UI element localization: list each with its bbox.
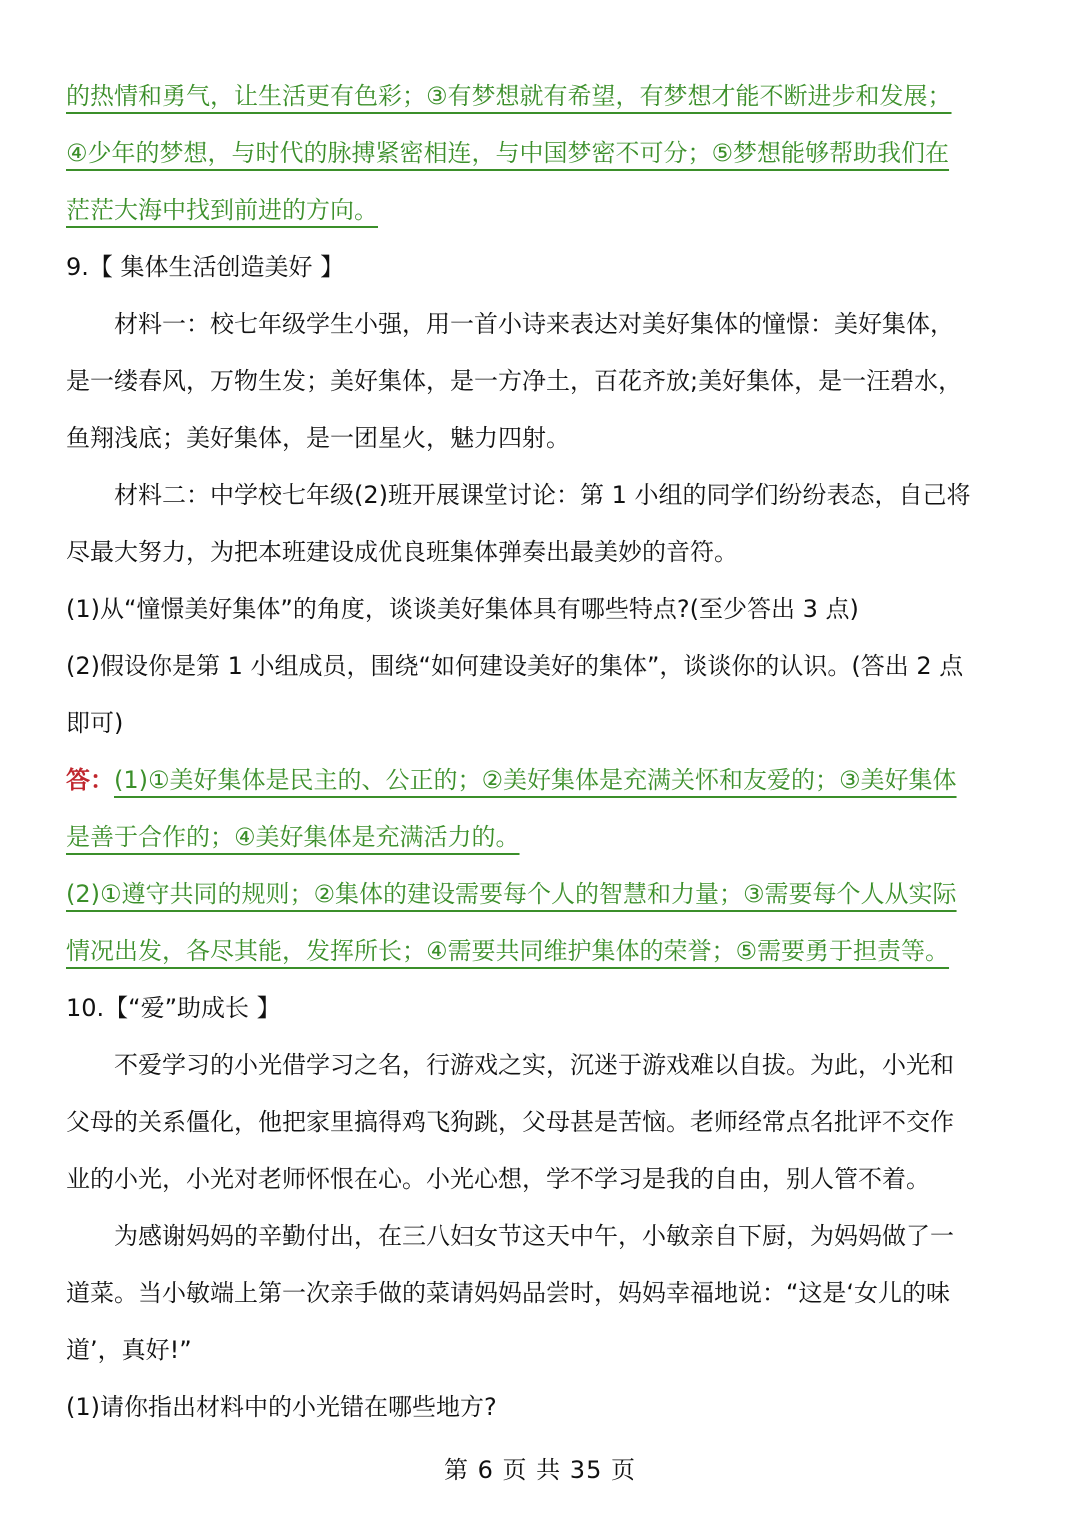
- q10-para1-line: 不爱学习的小光借学习之名，行游戏之实，沉迷于游戏难以自拔。为此，小光和: [114, 1051, 954, 1079]
- q10-para1-line: 业的小光，小光对老师怀恨在心。小光心想，学不学习是我的自由，别人管不着。: [66, 1165, 930, 1193]
- question-10-title: 10.【“爱”助成长 】: [66, 994, 281, 1022]
- answer-label: 答：: [66, 766, 114, 794]
- page-footer: 第 6 页 共 35 页: [444, 1456, 636, 1484]
- prev-answer-line: 的热情和勇气，让生活更有色彩；③有梦想就有希望，有梦想才能不断进步和发展；: [66, 82, 952, 110]
- page-content: [66, 68, 1020, 1436]
- q9-sub-question: (2)假设你是第 1 小组成员，围绕“如何建设美好的集体”，谈谈你的认识。(答出 2 点: [66, 652, 964, 680]
- q10-para2-line: 道菜。当小敏端上第一次亲手做的菜请妈妈品尝时，妈妈幸福地说：“这是‘女儿的味: [66, 1279, 951, 1307]
- q10-sub-question: (1)请你指出材料中的小光错在哪些地方?: [66, 1393, 497, 1421]
- q9-sub-question: 即可): [66, 709, 124, 737]
- q10-para1-line: 父母的关系僵化，他把家里搞得鸡飞狗跳，父母甚是苦恼。老师经常点名批评不交作: [66, 1108, 954, 1136]
- question-9-title: 9.【 集体生活创造美好 】: [66, 253, 345, 281]
- prev-answer-line: 茫茫大海中找到前进的方向。: [66, 196, 378, 224]
- q9-answer-line: 情况出发，各尽其能，发挥所长；④需要共同维护集体的荣誉；⑤需要勇于担责等。: [66, 937, 950, 965]
- q9-material1-line: 是一缕春风，万物生发；美好集体，是一方净土，百花齐放;美好集体，是一汪碧水，: [66, 367, 963, 395]
- q9-answer-line: 答：(1)①美好集体是民主的、公正的；②美好集体是充满关怀和友爱的；③美好集体: [66, 766, 957, 794]
- q10-para2-line: 道’，真好!”: [66, 1336, 192, 1364]
- q9-material1-line: 鱼翔浅底；美好集体，是一团星火，魅力四射。: [66, 424, 570, 452]
- q9-answer-line: (2)①遵守共同的规则；②集体的建设需要每个人的智慧和力量；③需要每个人从实际: [66, 880, 957, 908]
- q9-sub-question: (1)从“憧憬美好集体”的角度，谈谈美好集体具有哪些特点?(至少答出 3 点): [66, 595, 859, 623]
- q9-material2-line: 材料二：中学校七年级(2)班开展课堂讨论：第 1 小组的同学们纷纷表态，自己将: [114, 481, 971, 509]
- q10-para2-line: 为感谢妈妈的辛勤付出，在三八妇女节这天中午，小敏亲自下厨，为妈妈做了一: [114, 1222, 954, 1250]
- prev-answer-line: ④少年的梦想，与时代的脉搏紧密相连，与中国梦密不可分；⑤梦想能够帮助我们在: [66, 139, 950, 167]
- q9-material1-line: 材料一：校七年级学生小强，用一首小诗来表达对美好集体的憧憬：美好集体，: [114, 310, 954, 338]
- q9-material2-line: 尽最大努力，为把本班建设成优良班集体弹奏出最美妙的音符。: [66, 538, 738, 566]
- q9-answer-line: 是善于合作的；④美好集体是充满活力的。: [66, 823, 520, 851]
